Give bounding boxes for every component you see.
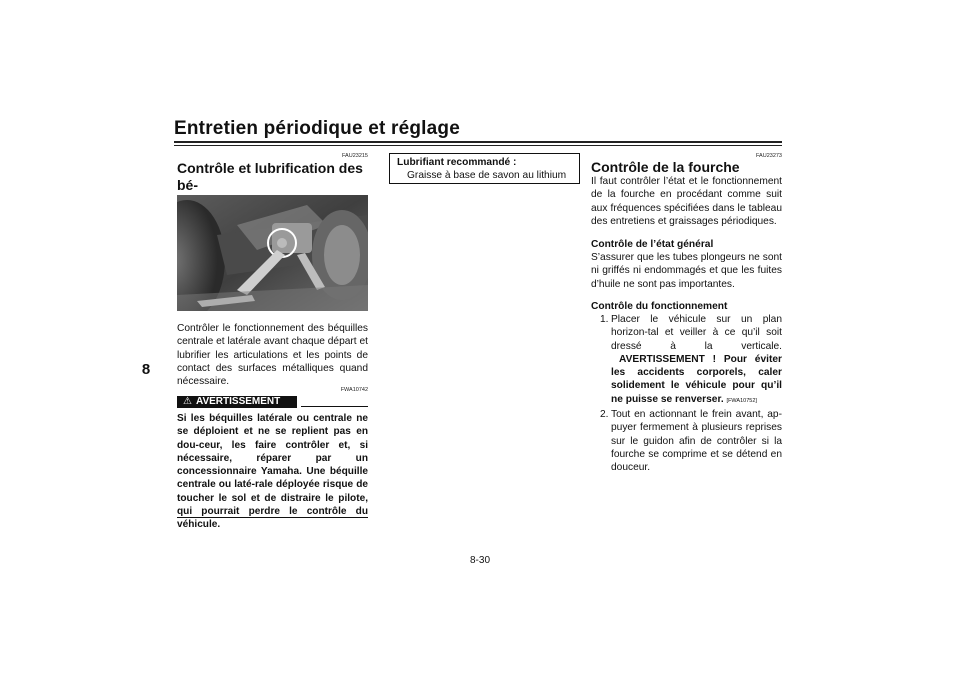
operation-check-heading: Contrôle du fonctionnement (591, 301, 728, 312)
stand-photo-illustration (177, 195, 368, 311)
step-1-number: 1. (600, 314, 609, 325)
heading-line-1: Contrôle et lubrification des bé- (177, 160, 363, 193)
fork-heading: Contrôle de la fourche (591, 159, 740, 175)
warning-label: AVERTISSEMENT (195, 396, 281, 407)
page-header-title: Entretien périodique et réglage (174, 118, 460, 139)
fork-intro-text: Il faut contrôler l’état et le fonctionnement de la fourche en procédant comme suit aux fréquences spécifiées dans le tableau des entretiens et graissages périodiques. (591, 176, 782, 227)
stand-body-text: Contrôler le fonctionnement des béquilles centrale et latérale avant chaque départ et lubrifier les articulations et les points de contact des surfaces métalliques quand nécessaire. (177, 323, 368, 388)
chapter-number: 8 (138, 357, 154, 383)
warning-rule (301, 406, 368, 407)
recommended-lubricant-box (389, 153, 580, 184)
stand-photo (177, 195, 368, 311)
fork-section-code: FAU23273 (756, 153, 782, 159)
warning-triangle-icon: ⚠ (183, 396, 192, 407)
step-1-text: Placer le véhicule sur un plan horizon-tal et veiller à ce qu’il soit dressé à la verticale. (611, 314, 782, 352)
general-check-text: S’assurer que les tubes plongeurs ne sont ni griffés ni endommagés et que les fuites d’huile ne sont pas importantes. (591, 252, 782, 290)
warning-badge (177, 396, 297, 408)
step-1-code: [FWA10752] (726, 397, 757, 404)
warning-banner (177, 396, 368, 408)
step-2-text: Tout en actionnant le frein avant, ap-puyer fermement à plusieurs reprises sur le guidon afin de contrôler si la fourche se comprime et se détend en douceur. (611, 409, 782, 474)
warning-text: Si les béquilles latérale ou centrale ne se déploient et ne se replient pas en dou-ceur, les faire contrôler et, si nécessaire, réparer par un concessionnaire Yamaha. Une béquille centrale ou laté-rale déployée risque de toucher le sol et de distraire le pilote, qui pourrait perdre le contrôle du véhicule. (177, 413, 368, 531)
step-2-number: 2. (600, 409, 609, 421)
lubricant-title: Lubrifiant recommandé : (397, 157, 517, 168)
warning-code: FWA10742 (340, 387, 368, 393)
step-1-warning: AVERTISSEMENT ! Pour éviter les accidents corporels, caler solidement le véhicule pour qu’il ne puisse se renverser. (611, 353, 782, 405)
step-1 (591, 313, 782, 408)
operation-steps (591, 313, 782, 475)
general-check-heading: Contrôle de l’état général (591, 239, 714, 250)
header-rule (174, 141, 782, 143)
step-2 (591, 408, 782, 474)
warning-end-rule (177, 517, 368, 518)
page-number: 8-30 (469, 555, 490, 566)
lubricant-value: Graisse à base de savon au lithium (407, 170, 567, 181)
header-rule-thin (174, 145, 782, 146)
section-code: FAU23215 (342, 153, 368, 159)
